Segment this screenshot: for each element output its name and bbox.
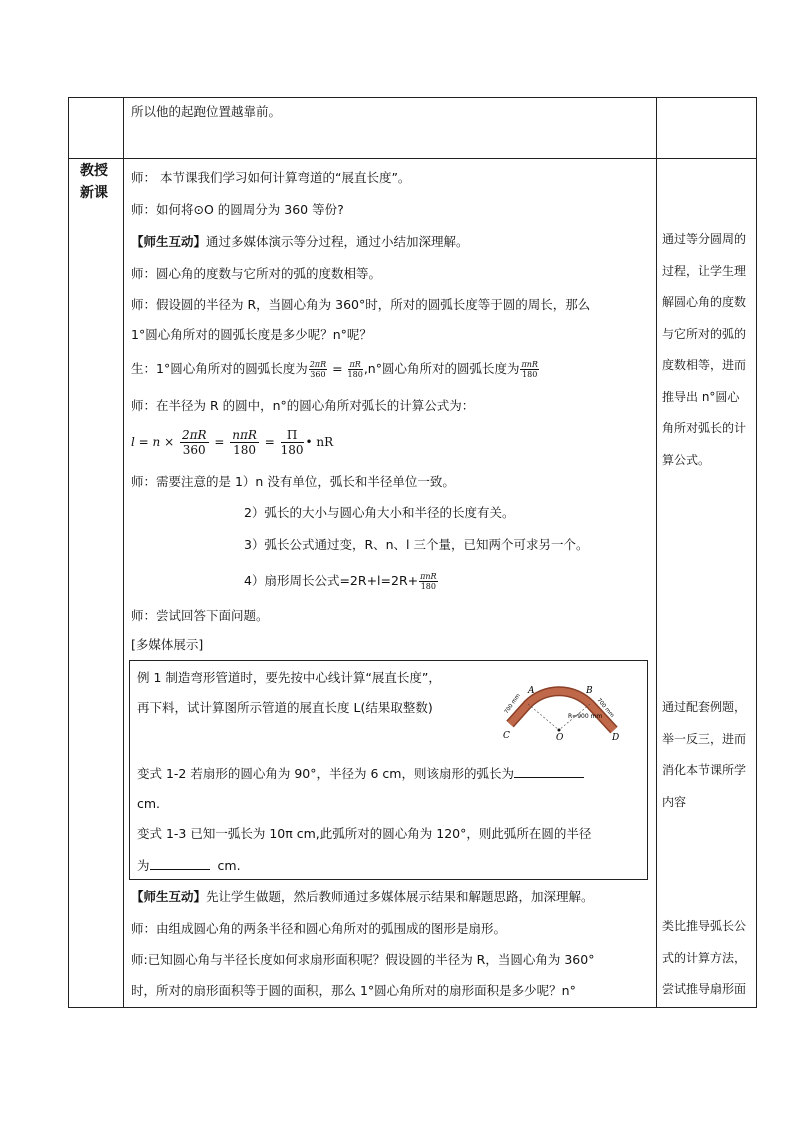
line-16a: 师:已知圆心角与半径长度如何求扇形面积呢？假设圆的半径为 R，当圆心角为 360°: [131, 952, 595, 967]
line-9: 2）弧长的大小与圆心角大小和半径的长度有关。: [244, 505, 515, 520]
line-14: 【师生互动】先让学生做题，然后教师通过多媒体展示结果和解题思路，加深理解。: [131, 889, 594, 904]
table-divider-right: [656, 97, 657, 1008]
left-dimension: 700 mm: [503, 692, 522, 716]
label-c: C: [503, 731, 510, 741]
table-row-divider: [68, 158, 757, 159]
label-a: A: [528, 686, 535, 696]
table-divider-left: [123, 97, 124, 1008]
arc-length-formula: l = n × $\frac{2\pi R}{360}$ = $\frac{\text{nπR}}{180}$ = $\frac{\Pi}{180}$ • nR: [131, 428, 334, 457]
label-o: O: [556, 733, 564, 743]
answer-blank: [150, 857, 210, 870]
example-2-line-a: 变式 1-2 若扇形的圆心角为 90°，半径为 6 cm，则该扇形的弧长为: [137, 765, 584, 782]
fraction: $\frac{\pi R}{180}$: [347, 360, 363, 379]
label-b: B: [586, 686, 593, 696]
line-13: [多媒体展示]: [131, 637, 204, 652]
note-1: 通过等分圆周的 过程，让学生理 解圆心角的度数 与它所对的弧的 度数相等，进而 推导出 n°圆心 角所对弧长的计 算公式。: [662, 232, 747, 467]
example-1-line-b: 再下料，试计算图所示管道的展直长度 L(结果取整数): [137, 700, 433, 715]
line-3: 【师生互动】通过多媒体演示等分过程，通过小结加深理解。: [131, 234, 469, 249]
line-11: 4）扇形周长公式=2R+l=2R+ $\frac{\text{πnR}}{180}$: [244, 572, 437, 591]
line-16b: 时，所对的扇形面积等于圆的面积，那么 1°圆心角所对的扇形面积是多少呢？n°: [131, 983, 576, 998]
line-2: 师：如何将⊙O 的圆周分为 360 等份?: [131, 202, 344, 217]
answer-blank: [514, 765, 584, 778]
line-12: 师：尝试回答下面问题。: [131, 608, 269, 623]
line-10: 3）弧长公式通过变，R、n、l 三个量，已知两个可求另一个。: [244, 537, 589, 552]
label-d: D: [612, 733, 620, 743]
note-3: 类比推导弧长公 式的计算方法， 尝试推导扇形面: [662, 919, 747, 996]
line-8: 师：需要注意的是 1）n 没有单位，弧长和半径单位一致。: [131, 474, 455, 489]
example-1-line-a: 例 1 制造弯形管道时，要先按中心线计算“展直长度”，: [137, 670, 441, 685]
radius-dimension: R=900 mm: [568, 713, 603, 720]
line-5a: 师：假设圆的半径为 R，当圆心角为 360°时，所对的圆弧长度等于圆的周长，那么: [131, 297, 591, 312]
line-1: 师： 本节课我们学习如何计算弯道的“展直长度”。: [131, 170, 411, 185]
pipe-figure: [492, 662, 632, 744]
fraction: $\frac{2\pi R}{360}$: [309, 360, 327, 379]
line-5b: 1°圆心角所对的圆弧长度是多少呢？n°呢？: [131, 327, 372, 342]
line-15: 师：由组成圆心角的两条半径和圆心角所对的弧围成的图形是扇形。: [131, 921, 507, 936]
example-3-line-a: 变式 1-3 已知一弧长为 10π cm,此弧所对的圆心角为 120°，则此弧所在圆的半径: [137, 826, 592, 841]
top-row-text: 所以他的起跑位置越靠前。: [131, 104, 282, 119]
line-6: 生：1°圆心角所对的圆弧长度为 $\frac{2\pi R}{360}$ = $\frac{\pi R}{180}$ ,n°圆心角所对的圆弧长度为 $\frac{\text{πnR}}{180}$: [131, 360, 538, 379]
center-point: [558, 729, 561, 732]
example-2-line-b: cm.: [137, 796, 161, 811]
radius-line-left: [528, 704, 559, 730]
note-2: 通过配套例题， 举一反三，进而 消化本节课所学 内容: [662, 700, 747, 809]
section-label: 教授 新课: [80, 163, 108, 201]
line-7: 师：在半径为 R 的圆中，n°的圆心角所对弧长的计算公式为：: [131, 398, 475, 413]
fraction: $\frac{\text{πnR}}{180}$: [521, 360, 538, 379]
right-dimension: 700 mm: [595, 697, 615, 719]
example-3-line-b: 为 cm.: [137, 858, 241, 873]
pipe-body: [510, 691, 614, 730]
fraction: $\frac{\text{πnR}}{180}$: [420, 572, 437, 591]
line-4: 师：圆心角的度数与它所对的弧的度数相等。: [131, 266, 382, 281]
